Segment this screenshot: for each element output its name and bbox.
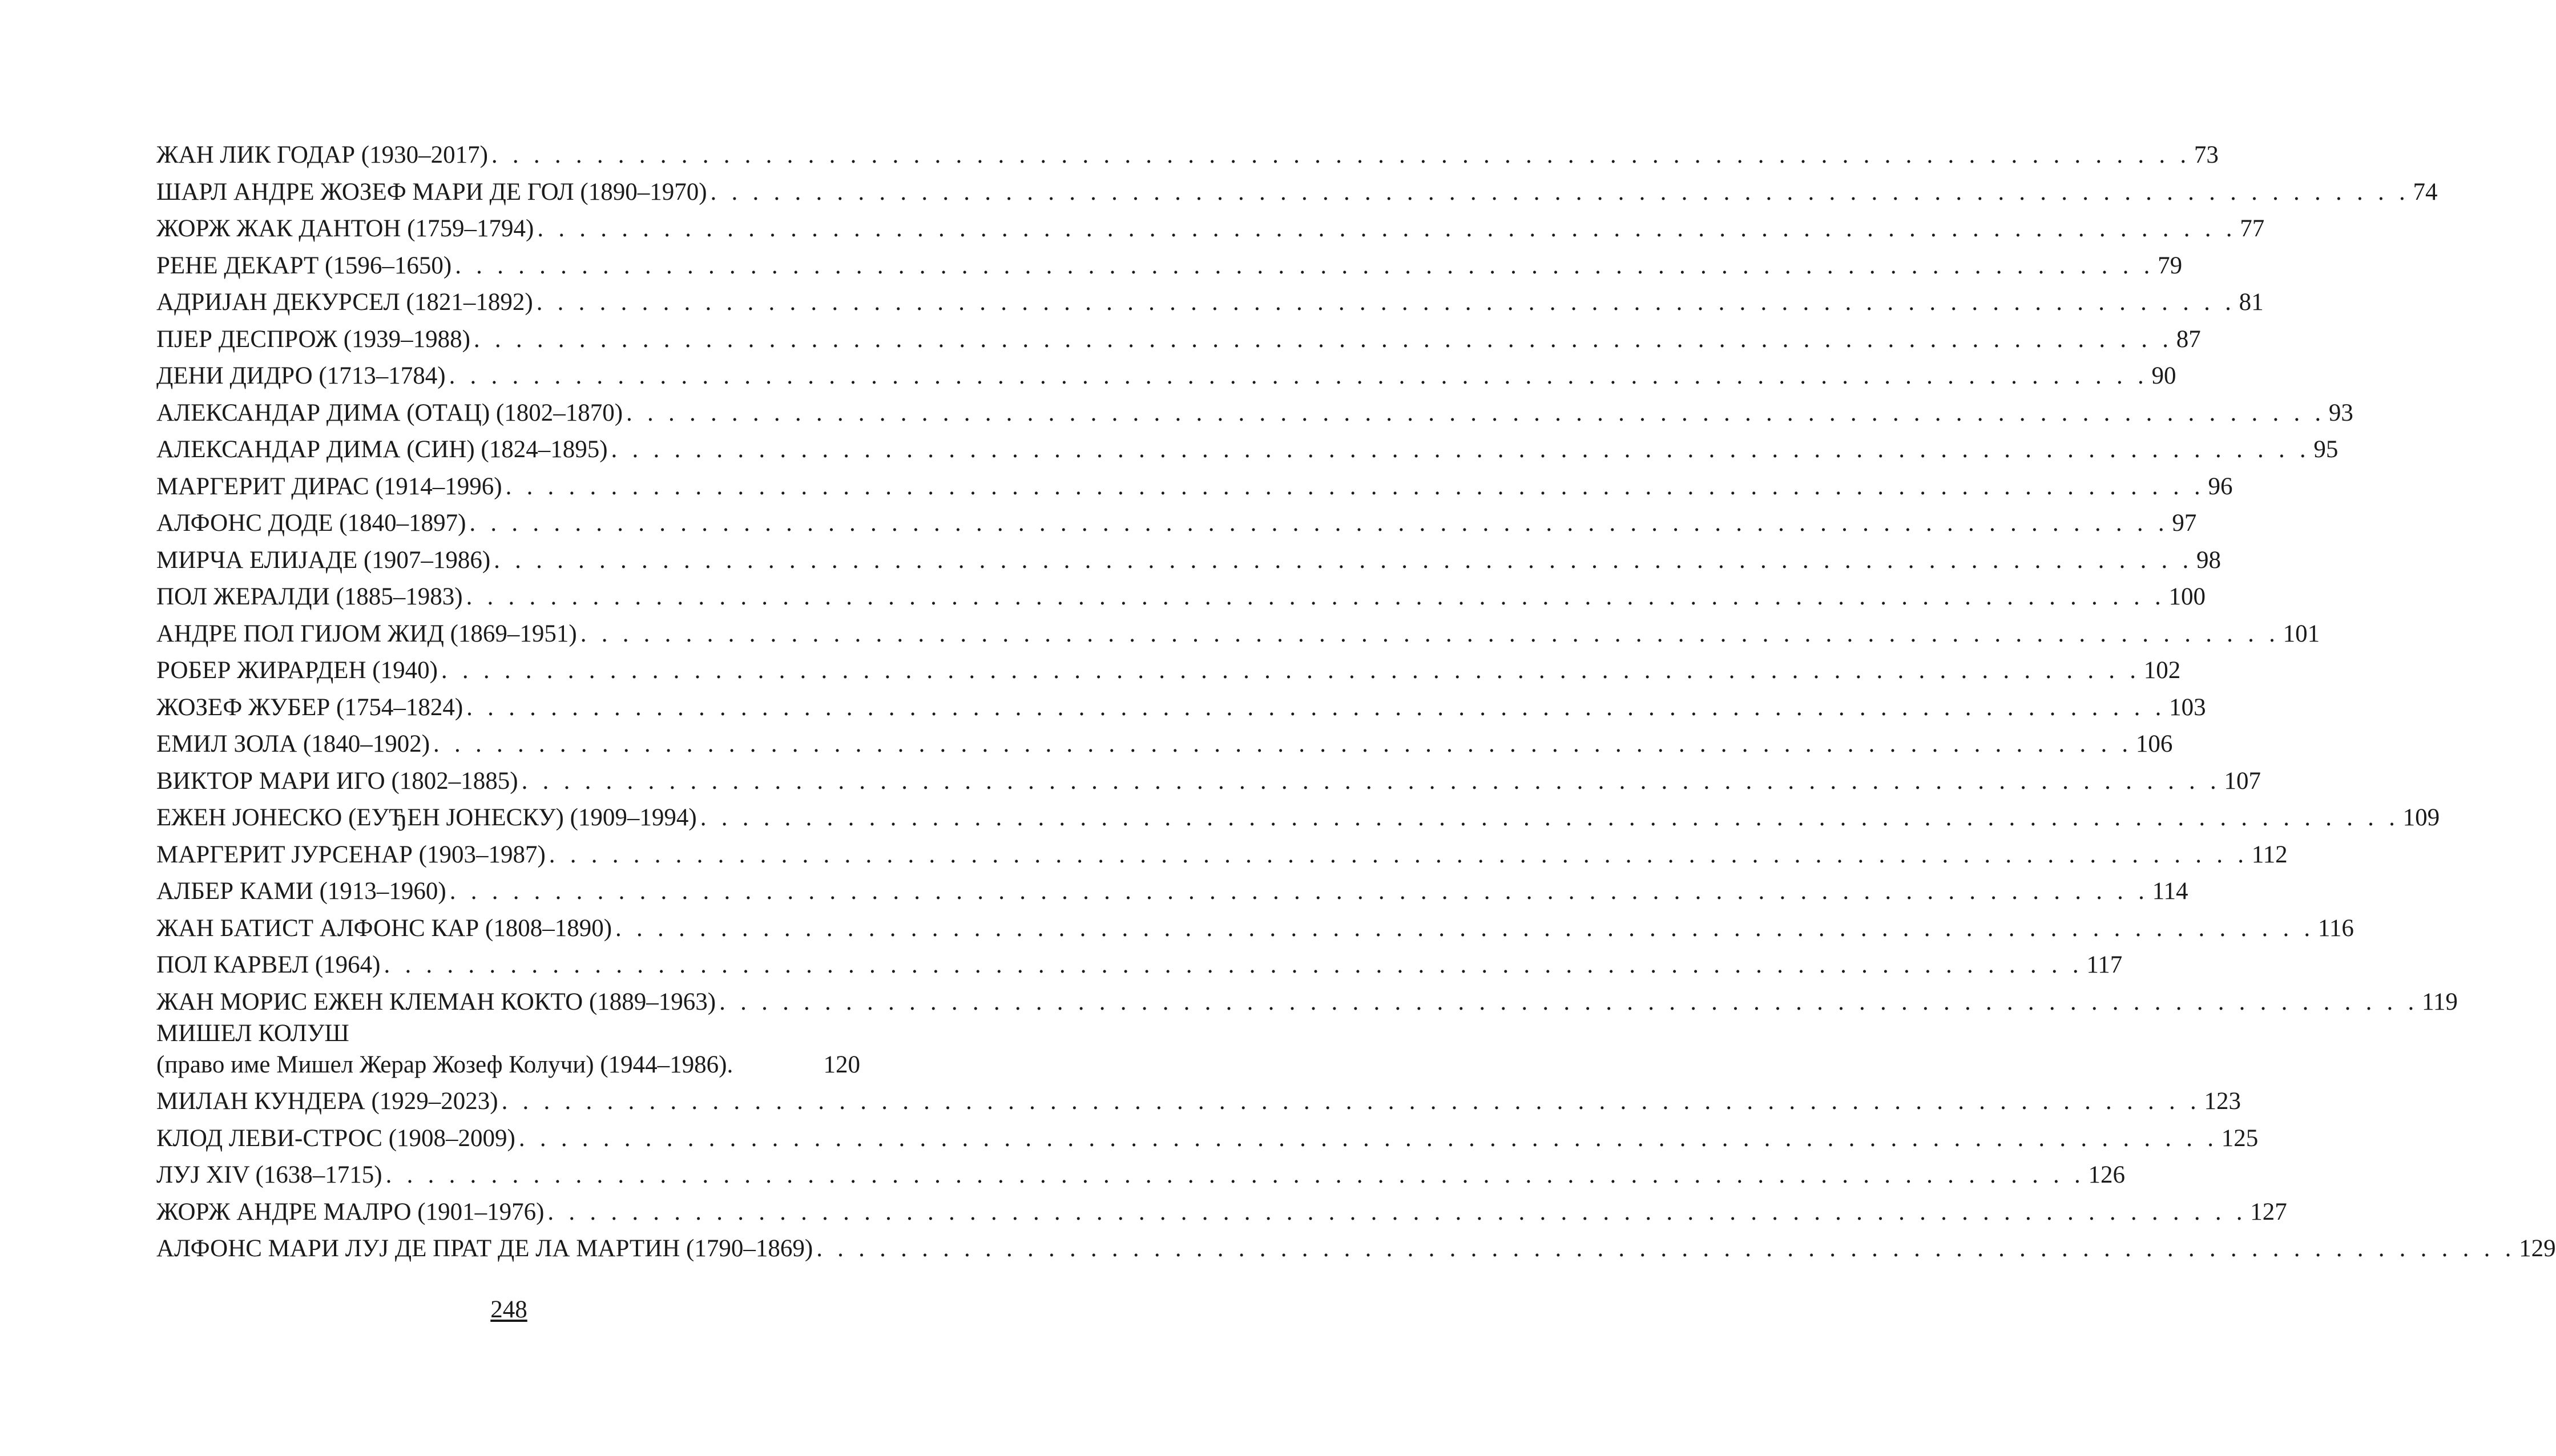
toc-entry-page: 107 [2224,767,2261,794]
toc-entry-title: МИРЧА ЕЛИЈАДЕ (1907–1986) [156,546,491,574]
toc-entry[interactable] [156,652,2181,689]
toc-entry[interactable] [156,395,2353,432]
toc-entry-page: 106 [2135,731,2173,757]
table-of-contents [156,137,2556,1268]
dot-leader [816,1231,2515,1268]
dot-leader [580,616,2280,653]
toc-entry[interactable] [156,431,2339,469]
toc-entry[interactable] [156,358,2176,395]
toc-entry[interactable] [156,542,2222,579]
dot-leader [433,726,2132,763]
dot-leader [474,321,2173,358]
toc-entry-page: 74 [2413,178,2438,205]
toc-entry-multiline[interactable] [156,1021,860,1083]
dot-leader [449,358,2148,395]
dot-leader [549,837,2248,874]
toc-entry-page: 117 [2086,951,2123,978]
toc-entry-title: ЕЖЕН ЈОНЕСКО (ЕУЂЕН ЈОНЕСКУ) (1909–1994) [156,804,697,831]
toc-entry-title: АЛФОНС ДОДЕ (1840–1897) [156,510,466,537]
page-number [0,1296,1018,1324]
toc-entry-page: 95 [2313,436,2339,463]
toc-entry-title: АДРИЈАН ДЕКУРСЕЛ (1821–1892) [156,289,533,316]
toc-entry-title: МИЛАН КУНДЕРА (1929–2023) [156,1088,498,1115]
toc-entry[interactable] [156,321,2201,358]
toc-entry-title: ЛУЈ XIV (1638–1715) [156,1161,382,1188]
toc-entry-subtitle: (право име Мишел Жерар Жозеф Колучи) (1944–1986). [156,1051,733,1078]
toc-entry[interactable] [156,211,2265,248]
toc-entry-title: АНДРЕ ПОЛ ГИЈОМ ЖИД (1869–1951) [156,620,577,647]
dot-leader [519,1120,2218,1157]
toc-entry-title: ШАРЛ АНДРЕ ЖОЗЕФ МАРИ ДЕ ГОЛ (1890–1970) [156,178,707,205]
toc-entry-title: АЛФОНС МАРИ ЛУЈ ДЕ ПРАТ ДЕ ЛА МАРТИН (1790–1869) [156,1235,813,1262]
toc-entry-title: РЕНЕ ДЕКАРТ (1596–1650) [156,252,452,279]
toc-entry-title: АЛЕКСАНДАР ДИМА (СИН) (1824–1895) [156,436,608,463]
toc-entry-title: ЖОЗЕФ ЖУБЕР (1754–1824) [156,693,463,721]
dot-leader [384,947,2083,984]
toc-entry-page: 87 [2176,325,2201,353]
toc-entry[interactable] [156,1231,2556,1268]
toc-entry[interactable] [156,616,2320,653]
toc-entry-page: 123 [2204,1088,2241,1115]
toc-entry[interactable] [156,1120,2259,1157]
toc-entry-page: 79 [2158,252,2183,279]
dot-leader [494,542,2193,579]
dot-leader [466,689,2166,727]
toc-entry[interactable] [156,469,2233,506]
toc-entry-page: 112 [2251,841,2288,868]
toc-entry-page: 73 [2194,142,2219,168]
toc-entry[interactable] [156,248,2183,285]
toc-entry-title: МАРГЕРИТ ЈУРСЕНАР (1903–1987) [156,841,546,868]
dot-leader [450,873,2149,910]
toc-entry-page: 119 [2422,988,2458,1015]
toc-entry[interactable] [156,873,2188,910]
toc-entries-group [156,137,2458,1021]
dot-leader [700,800,2400,837]
toc-entry[interactable] [156,984,2458,1021]
toc-entry[interactable] [156,837,2288,874]
toc-entry-page: 96 [2208,473,2233,500]
dot-leader [455,248,2154,285]
toc-entry[interactable] [156,726,2173,763]
toc-entry-title: КЛОД ЛЕВИ-СТРОС (1908–2009) [156,1124,515,1152]
toc-entry[interactable] [156,1083,2241,1120]
toc-entry[interactable] [156,505,2197,542]
toc-entry-page: 116 [2317,914,2354,942]
toc-entry[interactable] [156,579,2206,616]
toc-entry-title: АЛБЕР КАМИ (1913–1960) [156,878,446,905]
toc-entry-page: 93 [2328,399,2353,426]
toc-entry-page: 101 [2283,620,2320,647]
toc-entry[interactable] [156,284,2264,321]
toc-entry[interactable] [156,137,2219,174]
toc-entry[interactable] [156,174,2438,211]
toc-entry-title: ПОЛ КАРВЕЛ (1964) [156,951,381,978]
toc-entry-title: ПОЛ ЖЕРАЛДИ (1885–1983) [156,583,463,610]
toc-entry-title: ПЈЕР ДЕСПРОЖ (1939–1988) [156,325,470,353]
dot-leader [626,395,2325,432]
toc-entry-page: 126 [2088,1161,2126,1188]
toc-entry-page: 102 [2143,657,2181,684]
toc-entries-group [156,1083,2556,1268]
toc-entry-page: 129 [2519,1235,2556,1262]
dot-leader [537,284,2236,321]
dot-leader [522,763,2221,800]
toc-entry-title: ЖОРЖ АНДРЕ МАЛРО (1901–1976) [156,1198,545,1225]
toc-entry-title: АЛЕКСАНДАР ДИМА (ОТАЦ) (1802–1870) [156,399,623,426]
toc-entry-page: 109 [2402,804,2440,831]
toc-entry-title: ДЕНИ ДИДРО (1713–1784) [156,362,446,389]
toc-entry-title: ЖОРЖ ЖАК ДАНТОН (1759–1794) [156,215,534,242]
toc-entry-title: РОБЕР ЖИРАРДЕН (1940) [156,657,438,684]
toc-entry-page: 97 [2172,510,2197,537]
dot-leader [386,1157,2085,1194]
toc-entry-page: 98 [2196,546,2222,574]
toc-entry-page: 100 [2168,583,2206,610]
toc-entry[interactable] [156,689,2206,727]
toc-entry-page: 90 [2151,362,2176,389]
dot-leader [615,910,2315,947]
dot-leader [611,431,2311,469]
toc-entry-title: ЖАН ЛИК ГОДАР (1930–2017) [156,142,488,168]
toc-entry-page: 120 [823,1051,860,1078]
toc-entry-title: ВИКТОР МАРИ ИГО (1802–1885) [156,767,518,794]
toc-entry-title: МИШЕЛ КОЛУШ [156,1020,349,1047]
toc-entry-page: 127 [2250,1198,2287,1225]
page-number-label: 248 [490,1296,527,1323]
dot-leader [719,984,2418,1021]
toc-entry-title: ЖАН МОРИС ЕЖЕН КЛЕМАН КОКТО (1889–1963) [156,988,716,1015]
toc-entry-page: 114 [2152,878,2188,905]
toc-entry-title: ЕМИЛ ЗОЛА (1840–1902) [156,731,430,757]
toc-entry[interactable] [156,947,2123,984]
toc-entry-page: 77 [2240,215,2265,242]
dot-leader [441,652,2140,689]
toc-entry[interactable] [156,1194,2287,1231]
toc-entry-page: 125 [2221,1124,2259,1152]
dot-leader [469,505,2168,542]
dot-leader [547,1194,2247,1231]
toc-entry-title: МАРГЕРИТ ДИРАС (1914–1996) [156,473,502,500]
dot-leader [506,469,2205,506]
dot-leader [502,1083,2201,1120]
toc-entry[interactable] [156,910,2354,947]
toc-entry-page: 103 [2169,693,2206,721]
toc-entry-title: ЖАН БАТИСТ АЛФОНС КАР (1808–1890) [156,914,612,942]
dot-leader [711,174,2410,211]
dot-leader [537,211,2236,248]
dot-leader [491,137,2191,174]
toc-entry[interactable] [156,800,2440,837]
dot-leader [466,579,2166,616]
toc-entry-page: 81 [2239,289,2264,316]
toc-entry[interactable] [156,763,2261,800]
toc-entry[interactable] [156,1157,2126,1194]
